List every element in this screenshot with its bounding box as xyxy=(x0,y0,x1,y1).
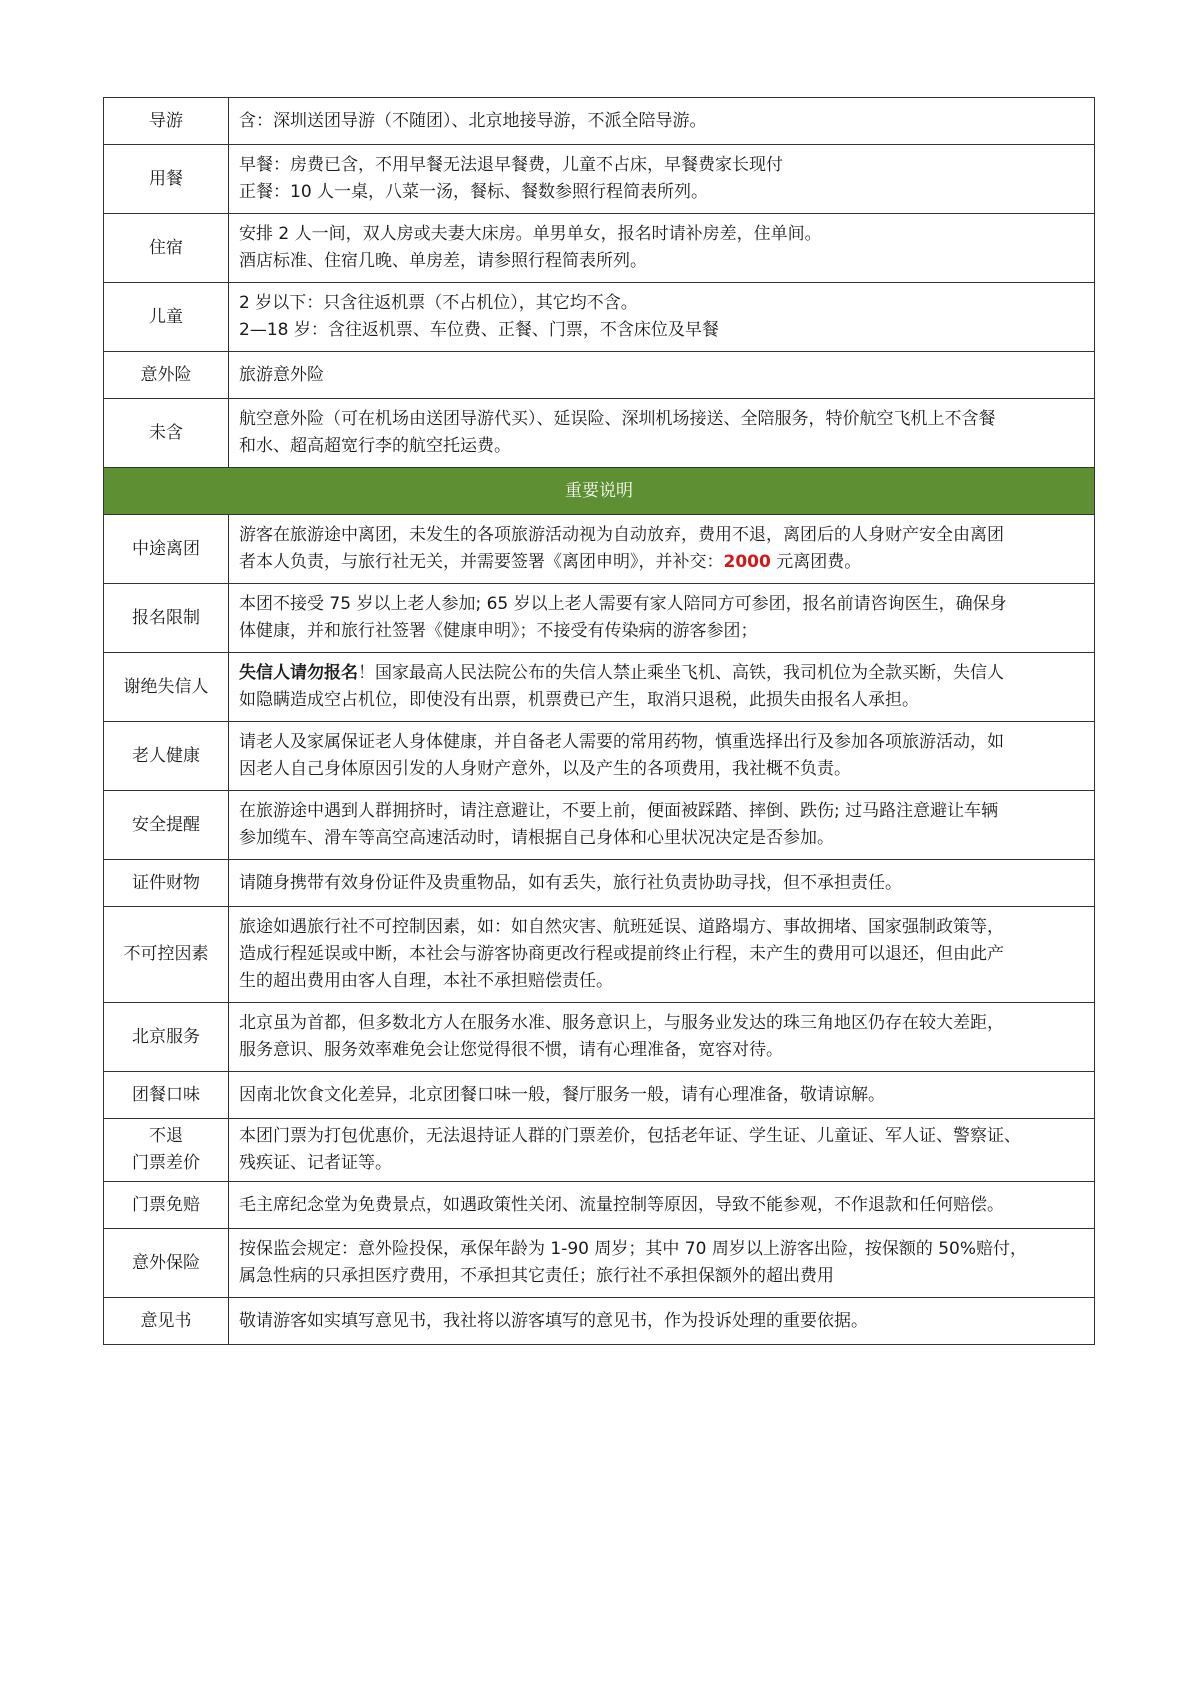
table-row xyxy=(104,653,1095,722)
table-row xyxy=(104,1072,1095,1119)
row-content-documents-belongings: 请随身携带有效身份证件及贵重物品，如有丢失，旅行社负责协助寻找，但不承担责任。 xyxy=(229,860,1095,907)
leave-fee-amount: 2000 xyxy=(723,552,771,572)
row-label-children: 儿童 xyxy=(104,283,229,352)
row-label-guide: 导游 xyxy=(104,98,229,145)
row-label-ticket-difference: 不退 门票差价 xyxy=(104,1119,229,1182)
table-row xyxy=(104,283,1095,352)
table-row xyxy=(104,791,1095,860)
row-label-group-meal-taste: 团餐口味 xyxy=(104,1072,229,1119)
row-label-not-included: 未含 xyxy=(104,399,229,468)
table-row xyxy=(104,399,1095,468)
row-content-guide: 含：深圳送团导游（不随团）、北京地接导游，不派全陪导游。 xyxy=(229,98,1095,145)
table-row xyxy=(104,584,1095,653)
warning-lead: 失信人请勿报名 xyxy=(239,663,358,683)
row-content-children: 2 岁以下：只含往返机票（不占机位），其它均不含。 2—18 岁：含往返机票、车位费、正餐、门票，不含床位及早餐 xyxy=(229,283,1095,352)
row-content-leave-midway: 游客在旅游途中离团，未发生的各项旅游活动视为自动放弃，费用不退，离团后的人身财产安全由离团 者本人负责，与旅行社无关，并需要签署《离团申明》，并补交：2000 元离团费。 xyxy=(229,515,1095,584)
row-content-signup-limits: 本团不接受 75 岁以上老人参加; 65 岁以上老人需要有家人陪同方可参团，报名前请咨询医生，确保身 体健康，并和旅行社签署《健康申明》；不接受有传染病的游客参团； xyxy=(229,584,1095,653)
row-content-elderly-health: 请老人及家属保证老人身体健康，并自备老人需要的常用药物，慎重选择出行及参加各项旅游活动，如 因老人自己身体原因引发的人身财产意外，以及产生的各项费用，我社概不负责。 xyxy=(229,722,1095,791)
row-content-ticket-difference: 本团门票为打包优惠价，无法退持证人群的门票差价，包括老年证、学生证、儿童证、军人证、警察证、 残疾证、记者证等。 xyxy=(229,1119,1095,1182)
table-row xyxy=(104,515,1095,584)
row-content-accident-coverage: 按保监会规定：意外险投保，承保年龄为 1-90 周岁；其中 70 周岁以上游客出险，按保额的 50%赔付， 属急性病的只承担医疗费用，不承担其它责任；旅行社不承担保额外的超出费用 xyxy=(229,1229,1095,1298)
table-row xyxy=(104,1003,1095,1072)
row-label-signup-limits: 报名限制 xyxy=(104,584,229,653)
row-content-safety-reminder: 在旅游途中遇到人群拥挤时，请注意避让，不要上前，便面被踩踏、摔倒、跌伤; 过马路注意避让车辆 参加缆车、滑车等高空高速活动时，请根据自己身体和心里状况决定是否参加。 xyxy=(229,791,1095,860)
row-label-dishonest-persons: 谢绝失信人 xyxy=(104,653,229,722)
table-row xyxy=(104,214,1095,283)
row-label-accident-insurance: 意外险 xyxy=(104,352,229,399)
row-content-beijing-service: 北京虽为首都，但多数北方人在服务水准、服务意识上，与服务业发达的珠三角地区仍存在较大差距， 服务意识、服务效率难免会让您觉得很不惯，请有心理准备，宽容对待。 xyxy=(229,1003,1095,1072)
table-row xyxy=(104,1182,1095,1229)
table-row xyxy=(104,907,1095,1003)
row-label-ticket-waiver: 门票免赔 xyxy=(104,1182,229,1229)
row-label-beijing-service: 北京服务 xyxy=(104,1003,229,1072)
row-label-leave-midway: 中途离团 xyxy=(104,515,229,584)
row-content-accident-insurance: 旅游意外险 xyxy=(229,352,1095,399)
section-header-row xyxy=(104,468,1095,515)
table-row xyxy=(104,145,1095,214)
section-title: 重要说明 xyxy=(104,468,1095,515)
row-label-safety-reminder: 安全提醒 xyxy=(104,791,229,860)
row-label-force-majeure: 不可控因素 xyxy=(104,907,229,1003)
row-label-elderly-health: 老人健康 xyxy=(104,722,229,791)
row-label-feedback-form: 意见书 xyxy=(104,1298,229,1345)
row-content-force-majeure: 旅途如遇旅行社不可控制因素，如：如自然灾害、航班延误、道路塌方、事故拥堵、国家强制政策等， 造成行程延误或中断，本社会与游客协商更改行程或提前终止行程，未产生的费用可以退还，但由此产 生的超出费用由客人自理，本社不承担赔偿责任。 xyxy=(229,907,1095,1003)
row-content-ticket-waiver: 毛主席纪念堂为免费景点，如遇政策性关闭、流量控制等原因，导致不能参观，不作退款和任何赔偿。 xyxy=(229,1182,1095,1229)
row-content-meals: 早餐：房费已含，不用早餐无法退早餐费，儿童不占床，早餐费家长现付 正餐：10 人一桌，八菜一汤，餐标、餐数参照行程简表所列。 xyxy=(229,145,1095,214)
table-row xyxy=(104,1298,1095,1345)
table-row xyxy=(104,1119,1095,1182)
table-row xyxy=(104,1229,1095,1298)
table-row xyxy=(104,722,1095,791)
row-content-not-included: 航空意外险（可在机场由送团导游代买）、延误险、深圳机场接送、全陪服务，特价航空飞机上不含餐 和水、超高超宽行李的航空托运费。 xyxy=(229,399,1095,468)
row-label-accident-coverage: 意外保险 xyxy=(104,1229,229,1298)
row-content-lodging: 安排 2 人一间，双人房或夫妻大床房。单男单女，报名时请补房差，住单间。 酒店标准、住宿几晚、单房差，请参照行程简表所列。 xyxy=(229,214,1095,283)
row-content-dishonest-persons: 失信人请勿报名！国家最高人民法院公布的失信人禁止乘坐飞机、高铁，我司机位为全款买断，失信人 如隐瞒造成空占机位，即使没有出票，机票费已产生，取消只退税，此损失由报名人承担。 xyxy=(229,653,1095,722)
row-label-meals: 用餐 xyxy=(104,145,229,214)
row-content-group-meal-taste: 因南北饮食文化差异，北京团餐口味一般，餐厅服务一般，请有心理准备，敬请谅解。 xyxy=(229,1072,1095,1119)
table-row xyxy=(104,98,1095,145)
row-label-lodging: 住宿 xyxy=(104,214,229,283)
travel-terms-table xyxy=(103,97,1095,1345)
row-content-feedback-form: 敬请游客如实填写意见书，我社将以游客填写的意见书，作为投诉处理的重要依据。 xyxy=(229,1298,1095,1345)
table-row xyxy=(104,860,1095,907)
row-label-documents-belongings: 证件财物 xyxy=(104,860,229,907)
table-row xyxy=(104,352,1095,399)
